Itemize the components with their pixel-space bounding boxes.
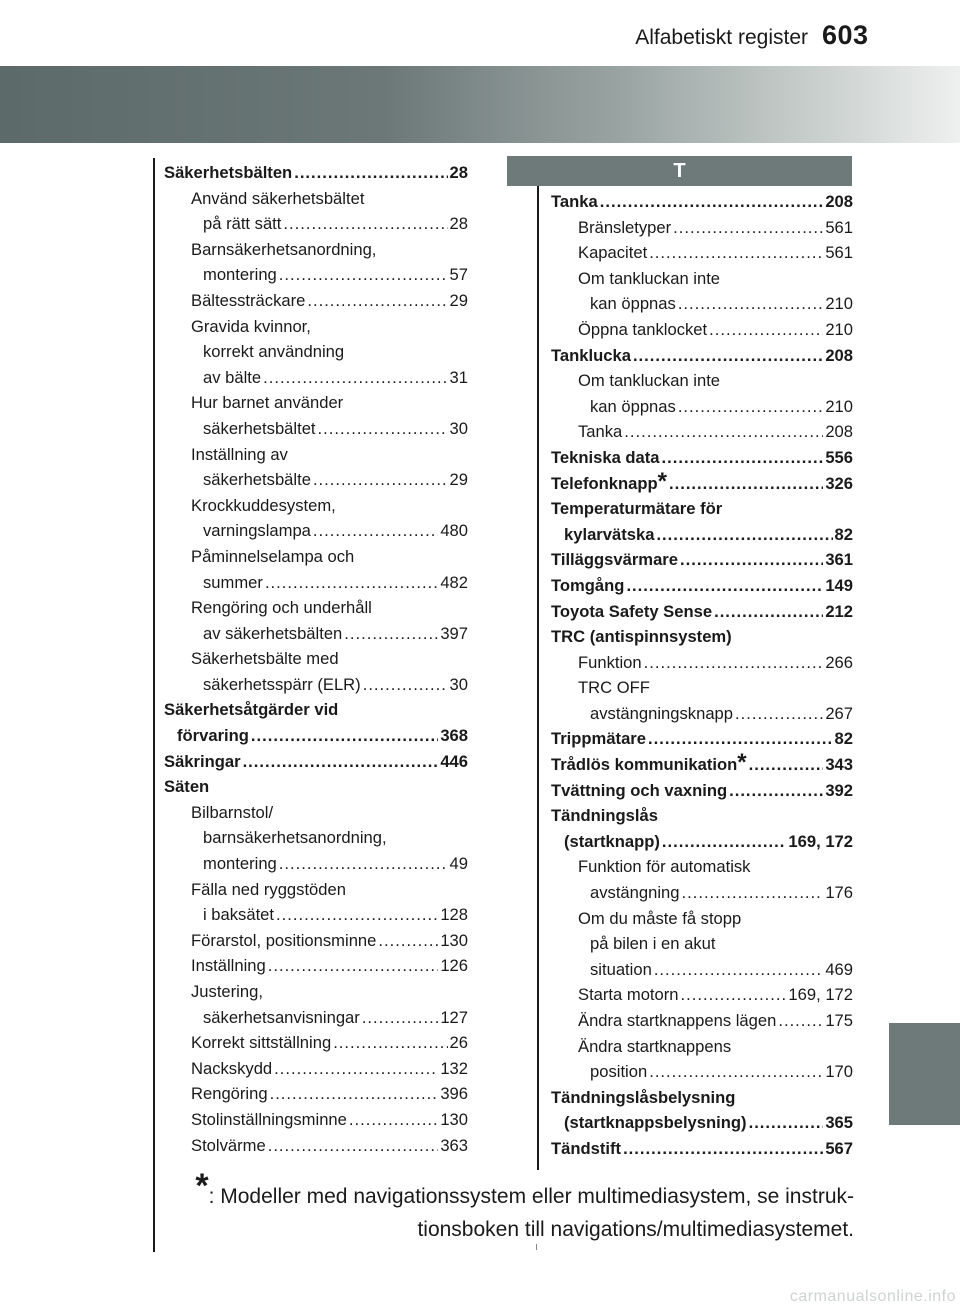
leader-dots xyxy=(349,1107,438,1133)
index-entry xyxy=(551,778,853,804)
index-entry-page: 208 xyxy=(825,422,853,442)
leader-dots xyxy=(735,701,823,727)
index-entry-page: 208 xyxy=(825,192,853,211)
index-entry-page: 556 xyxy=(825,447,853,467)
footnote-text-1: : Modeller med navigationssystem eller multimediasystem, se instruk- xyxy=(208,1185,854,1208)
leader-dots xyxy=(662,445,824,471)
leader-dots xyxy=(344,621,438,647)
leader-dots xyxy=(644,650,824,676)
index-entry-term: Trådlös kommunikation xyxy=(551,755,738,775)
leader-dots xyxy=(313,518,438,544)
index-entry-page: 149 xyxy=(825,575,853,595)
index-entry-page: 561 xyxy=(825,243,853,263)
leader-dots xyxy=(268,1133,439,1159)
index-entry xyxy=(164,211,468,237)
index-entry-page: 26 xyxy=(449,1033,468,1053)
index-entry xyxy=(164,1030,468,1056)
left-column-rule xyxy=(153,158,155,1252)
index-entry-page: 480 xyxy=(440,521,468,541)
index-entry-page: 469 xyxy=(825,959,853,979)
index-entry xyxy=(551,931,853,957)
index-entry-term: position xyxy=(590,1062,648,1082)
index-entry xyxy=(551,343,853,369)
leader-dots xyxy=(268,953,439,979)
leader-dots xyxy=(680,547,823,573)
index-entry-term: Tomgång xyxy=(551,575,625,595)
index-entry-term: Använd säkerhetsbältet xyxy=(191,188,365,208)
leader-dots xyxy=(279,851,448,877)
index-entry-term: Förarstol, positionsminne xyxy=(191,930,377,950)
index-entry xyxy=(164,442,468,468)
leader-dots xyxy=(678,291,824,317)
index-entry xyxy=(551,419,853,445)
index-entry-term: Starta motorn xyxy=(578,985,679,1005)
index-entry-page: 266 xyxy=(825,652,853,672)
index-entry-term: Om tankluckan inte xyxy=(578,371,721,391)
crop-mark xyxy=(536,1244,537,1250)
index-entry xyxy=(551,394,853,420)
index-entry xyxy=(164,237,468,263)
index-entry xyxy=(164,928,468,954)
index-entry: Trådlös kommunikation * ..... 343 xyxy=(551,752,853,778)
index-entry xyxy=(551,880,853,906)
index-entry-term: barnsäkerhetsanordning, xyxy=(203,828,387,848)
leader-dots xyxy=(313,467,448,493)
footnote xyxy=(190,1167,854,1246)
index-entry xyxy=(551,496,853,522)
index-entry xyxy=(164,595,468,621)
index-entry xyxy=(164,416,468,442)
index-entry xyxy=(551,573,853,599)
index-entry xyxy=(551,1136,853,1162)
index-entry-term: Säkerhetsåtgärder vid xyxy=(164,700,339,720)
index-entry-term: Funktion xyxy=(578,652,642,672)
index-entry-page: 343 xyxy=(825,755,853,775)
index-entry-page: 128 xyxy=(440,905,468,925)
index-column-right xyxy=(551,189,853,1162)
index-entry-term: (startknappsbelysning) xyxy=(564,1113,747,1133)
index-entry-page: 170 xyxy=(825,1062,853,1082)
leader-dots xyxy=(749,752,824,778)
index-entry-term: Säten xyxy=(164,777,210,797)
index-entry xyxy=(164,467,468,493)
index-entry-page: 561 xyxy=(825,217,853,237)
index-entry-page: 82 xyxy=(834,729,853,749)
index-entry xyxy=(551,1008,853,1034)
index-entry xyxy=(164,339,468,365)
index-entry xyxy=(164,365,468,391)
index-entry xyxy=(164,749,468,775)
index-entry xyxy=(164,314,468,340)
leader-dots xyxy=(649,240,823,266)
leader-dots xyxy=(283,211,447,237)
index-entry-term: Justering, xyxy=(191,982,263,1001)
index-entry-page: 127 xyxy=(440,1007,468,1027)
index-entry xyxy=(164,697,468,723)
index-entry xyxy=(164,851,468,877)
index-entry-term: Tändningslås xyxy=(551,806,658,826)
index-entry-term: korrekt användning xyxy=(203,342,345,362)
index-entry-term: Tanka xyxy=(551,192,598,211)
index-entry-term: Tanka xyxy=(578,422,623,442)
index-entry xyxy=(551,291,853,317)
index-entry xyxy=(551,726,853,752)
leader-dots xyxy=(318,416,448,442)
leader-dots xyxy=(279,262,448,288)
index-entry-term: Fälla ned ryggstöden xyxy=(191,879,346,899)
leader-dots xyxy=(624,419,823,445)
leader-dots xyxy=(265,570,438,596)
index-entry-term: av bälte xyxy=(203,367,262,387)
leader-dots xyxy=(681,982,787,1008)
index-entry-page: 82 xyxy=(834,524,853,544)
index-entry-term: i baksätet xyxy=(203,905,275,925)
index-entry xyxy=(164,493,468,519)
index-entry xyxy=(551,266,853,292)
index-entry-term: Bränsletyper xyxy=(578,217,672,237)
index-entry-term: Tändstift xyxy=(551,1138,622,1158)
footnote-star: * xyxy=(195,1167,209,1205)
index-entry xyxy=(551,803,853,829)
leader-dots xyxy=(654,957,824,983)
leader-dots xyxy=(294,160,447,186)
index-entry xyxy=(551,1110,853,1136)
index-entry-page: 363 xyxy=(440,1135,468,1155)
index-entry xyxy=(164,902,468,928)
index-entry-page: 482 xyxy=(440,572,468,592)
index-entry xyxy=(551,675,853,701)
index-entry xyxy=(164,544,468,570)
leader-dots xyxy=(276,902,438,928)
index-entry-term: Säkringar xyxy=(164,751,241,771)
index-entry xyxy=(164,646,468,672)
index-entry-term: Nackskydd xyxy=(191,1058,273,1078)
index-entry-term: situation xyxy=(590,959,652,979)
index-entry-term: säkerhetsanvisningar xyxy=(203,1007,360,1027)
header-title: Alfabetiskt register xyxy=(635,26,808,49)
index-entry-term: Om du måste få stopp xyxy=(578,908,742,928)
index-entry-term: Tekniska data xyxy=(551,447,660,467)
index-entry-page: 176 xyxy=(825,883,853,903)
index-entry-page: 326 xyxy=(825,473,853,493)
index-entry-page: 130 xyxy=(440,1109,468,1129)
index-entry-term: montering xyxy=(203,265,277,285)
index-entry xyxy=(164,1081,468,1107)
index-entry-page: 31 xyxy=(449,367,468,387)
index-entry xyxy=(551,906,853,932)
index-entry-term: säkerhetsspärr (ELR) xyxy=(203,674,361,694)
index-entry-term: avstängning xyxy=(590,883,680,903)
index-entry-term: Ändra startknappens lägen xyxy=(578,1011,777,1030)
leader-dots xyxy=(270,1081,439,1107)
index-entry xyxy=(551,599,853,625)
index-entry-page: 210 xyxy=(825,294,853,314)
index-entry-term: på rätt sätt xyxy=(203,214,282,234)
index-entry-page: 49 xyxy=(449,854,468,874)
index-entry-term: Hur barnet använder xyxy=(191,393,344,413)
index-entry-term: Tilläggsvärmare xyxy=(551,550,678,570)
index-entry-page: 57 xyxy=(449,265,468,285)
index-entry xyxy=(551,522,853,548)
index-entry-term: Stolvärme xyxy=(191,1135,266,1155)
leader-dots xyxy=(662,829,787,855)
index-entry xyxy=(551,1085,853,1111)
index-entry-page: 267 xyxy=(825,703,853,723)
right-column-rule xyxy=(537,186,539,1170)
index-entry xyxy=(551,701,853,727)
watermark: carmanualsonline.info xyxy=(789,1288,956,1305)
index-entry-term: kan öppnas xyxy=(590,294,676,314)
index-entry-term: Gravida kvinnor, xyxy=(191,316,311,336)
index-entry xyxy=(164,390,468,416)
index-entry-term: Tändningslåsbelysning xyxy=(551,1087,736,1107)
index-entry-page: 29 xyxy=(449,290,468,310)
index-entry-page: 210 xyxy=(825,319,853,339)
leader-dots xyxy=(709,317,823,343)
index-entry-term: Påminnelselampa och xyxy=(191,546,355,566)
index-entry-page: 130 xyxy=(440,930,468,950)
index-entry-term: kan öppnas xyxy=(590,396,676,416)
index-entry-page: 175 xyxy=(825,1011,853,1030)
leader-dots xyxy=(682,880,824,906)
index-entry xyxy=(551,317,853,343)
index-entry xyxy=(164,621,468,647)
index-entry-page: 446 xyxy=(440,751,468,771)
index-entry-term: (startknapp) xyxy=(564,831,660,851)
index-entry xyxy=(164,979,468,1005)
index-entry-term: Inställning av xyxy=(191,444,288,464)
leader-dots xyxy=(669,471,823,497)
index-entry xyxy=(164,1005,468,1031)
leader-dots xyxy=(656,522,832,548)
index-entry xyxy=(551,854,853,880)
index-entry xyxy=(551,624,853,650)
leader-dots xyxy=(274,1056,438,1082)
index-entry xyxy=(164,1056,468,1082)
index-entry: Telefonknapp * ..... 326 xyxy=(551,471,853,497)
leader-dots xyxy=(729,778,823,804)
leader-dots xyxy=(714,599,823,625)
index-entry xyxy=(164,518,468,544)
index-entry-page: 126 xyxy=(440,956,468,976)
index-entry-term: Tanklucka xyxy=(551,345,631,365)
index-entry xyxy=(164,774,468,800)
leader-dots xyxy=(749,1110,824,1136)
index-entry-term: TRC (antispinnsystem) xyxy=(551,627,732,647)
footnote-line-2: tionsboken till navigations/multimediasystemet. xyxy=(417,1218,854,1241)
index-entry xyxy=(551,368,853,394)
leader-dots xyxy=(378,928,438,954)
index-entry-term: Funktion för automatisk xyxy=(578,857,751,877)
index-entry xyxy=(164,723,468,749)
index-entry-page: 208 xyxy=(825,345,853,365)
index-entry-term: Stolinställningsminne xyxy=(191,1109,347,1129)
index-entry-term: Säkerhetsbälte med xyxy=(191,649,339,669)
index-entry-page: 28 xyxy=(449,214,468,234)
index-entry-term: summer xyxy=(203,572,263,592)
leader-dots xyxy=(251,723,438,749)
index-entry-page: 368 xyxy=(440,726,468,746)
leader-dots xyxy=(362,1005,439,1031)
leader-dots xyxy=(633,343,823,369)
index-entry-term: Säkerhetsbälten xyxy=(164,163,293,182)
leader-dots xyxy=(307,288,447,314)
index-entry-page: 361 xyxy=(825,550,853,570)
index-entry xyxy=(551,982,853,1008)
index-entry-term: Bilbarnstol/ xyxy=(191,802,274,822)
index-entry-term: Telefonknapp xyxy=(551,473,658,493)
index-entry-term: säkerhetsbältet xyxy=(203,418,316,438)
index-entry-term: kylarvätska xyxy=(564,524,655,544)
index-entry xyxy=(164,1133,468,1159)
index-entry-term: Inställning xyxy=(191,956,266,976)
index-entry-term: Bältessträckare xyxy=(191,290,306,310)
index-entry xyxy=(551,215,853,241)
chapter-tab xyxy=(889,1023,960,1125)
index-entry xyxy=(551,650,853,676)
index-entry-page: 28 xyxy=(449,163,468,182)
index-entry xyxy=(164,953,468,979)
index-entry-term: Temperaturmätare för xyxy=(551,499,723,519)
header-banner xyxy=(0,66,960,143)
index-entry xyxy=(551,1034,853,1060)
index-entry-page: 132 xyxy=(440,1058,468,1078)
index-entry-page: 29 xyxy=(449,470,468,490)
index-entry xyxy=(164,570,468,596)
index-entry xyxy=(551,1059,853,1085)
index-entry xyxy=(551,547,853,573)
index-column-left xyxy=(164,160,468,1158)
index-entry-term: förvaring xyxy=(177,726,249,746)
index-entry xyxy=(164,825,468,851)
section-letter-header: T xyxy=(507,156,852,186)
index-entry-term: säkerhetsbälte xyxy=(203,470,311,490)
index-entry-term: montering xyxy=(203,854,277,874)
index-entry-term: Rengöring xyxy=(191,1084,268,1104)
index-entry-page: 30 xyxy=(449,418,468,438)
index-entry-term: Trippmätare xyxy=(551,729,646,749)
index-entry-term: Kapacitet xyxy=(578,243,648,263)
index-entry xyxy=(164,877,468,903)
index-entry-page: 567 xyxy=(825,1138,853,1158)
index-entry-term: Om tankluckan inte xyxy=(578,268,721,288)
index-entry-page: 397 xyxy=(440,623,468,643)
index-entry xyxy=(164,160,468,186)
index-entry xyxy=(551,240,853,266)
index-entry xyxy=(164,672,468,698)
leader-dots xyxy=(600,189,824,215)
index-entry-term: av säkerhetsbälten xyxy=(203,623,343,643)
leader-dots xyxy=(333,1030,447,1056)
leader-dots xyxy=(778,1008,823,1034)
leader-dots xyxy=(363,672,448,698)
index-entry-term: Rengöring och underhåll xyxy=(191,598,372,618)
leader-dots xyxy=(678,394,824,420)
index-entry-term: Ändra startknappens xyxy=(578,1036,732,1056)
index-entry xyxy=(551,189,853,215)
index-entry-term: Barnsäkerhetsanordning, xyxy=(191,239,377,259)
index-entry-term: avstängningsknapp xyxy=(590,703,733,723)
leader-dots xyxy=(623,1136,823,1162)
index-entry xyxy=(551,957,853,983)
index-entry-page: 30 xyxy=(449,674,468,694)
index-entry xyxy=(164,800,468,826)
index-entry xyxy=(551,445,853,471)
index-entry-page: 169, 172 xyxy=(788,831,853,851)
index-entry xyxy=(164,262,468,288)
leader-dots xyxy=(649,1059,823,1085)
index-entry xyxy=(164,186,468,212)
index-entry-term: Toyota Safety Sense xyxy=(551,601,713,621)
index-entry xyxy=(164,288,468,314)
index-entry-term: Korrekt sittställning xyxy=(191,1033,332,1053)
index-entry-term: Krockkuddesystem, xyxy=(191,495,336,515)
index-entry-page: 392 xyxy=(825,780,853,800)
index-entry-term: Öppna tanklocket xyxy=(578,319,708,339)
footnote-line-1 xyxy=(190,1167,854,1213)
index-entry xyxy=(551,829,853,855)
index-entry-page: 365 xyxy=(825,1113,853,1133)
leader-dots xyxy=(243,749,439,775)
index-entry-page: 210 xyxy=(825,396,853,416)
index-entry-page: 396 xyxy=(440,1084,468,1104)
index-entry-page: 169, 172 xyxy=(788,985,853,1005)
index-entry xyxy=(164,1107,468,1133)
index-entry-term: på bilen i en akut xyxy=(590,934,716,954)
index-entry-page: 212 xyxy=(825,601,853,621)
page-number: 603 xyxy=(822,20,869,50)
leader-dots xyxy=(263,365,447,391)
index-entry-term: TRC OFF xyxy=(578,678,650,698)
leader-dots xyxy=(673,215,823,241)
index-entry-term: Tvättning och vaxning xyxy=(551,780,728,800)
leader-dots xyxy=(626,573,823,599)
index-entry-term: varningslampa xyxy=(203,521,311,541)
